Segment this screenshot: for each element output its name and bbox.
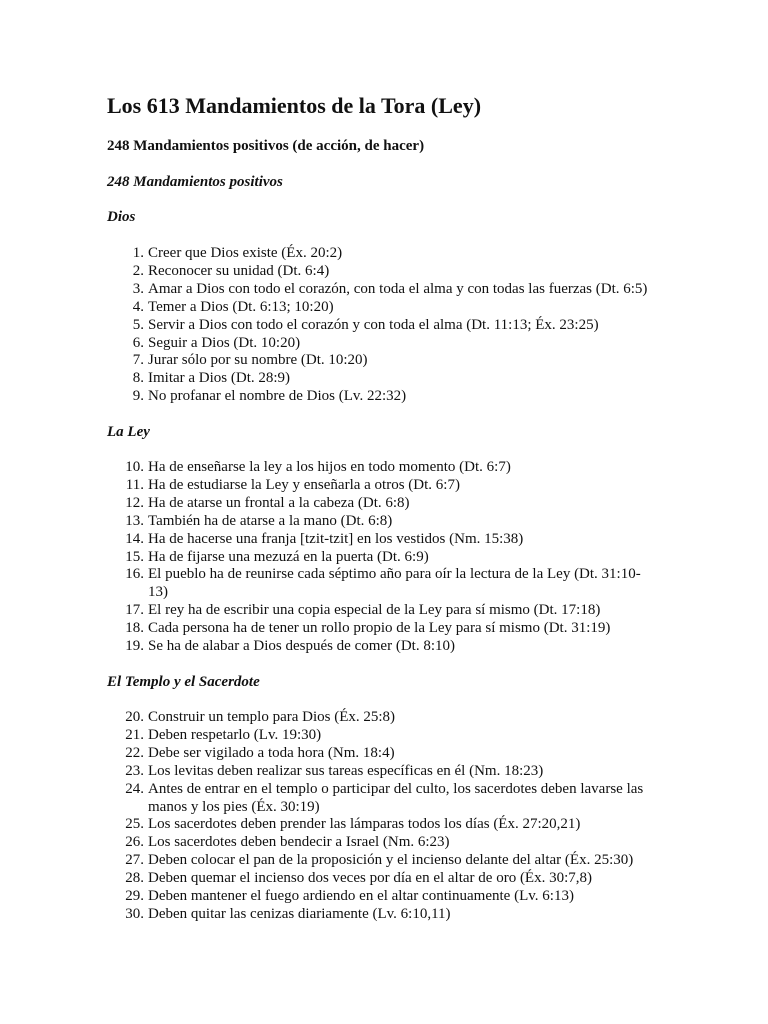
list-item-number: 13. [125, 512, 144, 529]
list-item [0, 513, 768, 531]
list-item-number: 27. [125, 852, 144, 869]
list-item-text: Deben respetarlo (Lv. 19:30) [148, 726, 322, 743]
list-item [0, 566, 768, 602]
list-item [0, 763, 768, 781]
list-item-text: Ha de hacerse una franja [tzit-tzit] en los vestidos (Nm. 15:38) [148, 530, 524, 547]
page-subtitle: 248 Mandamientos positivos (de acción, de hacer) [107, 138, 425, 154]
list-item-number: 16. [125, 566, 144, 583]
list-item-text: Reconocer su unidad (Dt. 6:4) [148, 262, 330, 279]
list-item-number: 22. [125, 744, 144, 761]
list-item [0, 549, 768, 567]
list-item-number: 15. [125, 548, 144, 565]
list-item-text: Seguir a Dios (Dt. 10:20) [148, 334, 301, 351]
list-item-number: 11. [125, 476, 144, 493]
list-item-number: 10. [125, 459, 144, 475]
list-item-number: 30. [125, 905, 144, 922]
list-item-number: 20. [125, 709, 144, 725]
list-item-number: 26. [125, 834, 144, 851]
group-heading-el-templo: El Templo y el Sacerdote [107, 674, 260, 690]
list-item [0, 620, 768, 638]
list-item-number: 23. [125, 762, 144, 779]
list-item-number: 19. [125, 638, 144, 655]
list-item-number: 1. [132, 245, 144, 261]
list-item-number: 14. [125, 530, 144, 547]
list-item-text: Debe ser vigilado a toda hora (Nm. 18:4) [148, 744, 395, 761]
list-item-text: Ha de enseñarse la ley a los hijos en todo momento (Dt. 6:7) [148, 459, 511, 475]
list-item [0, 281, 768, 299]
list-dios [0, 245, 768, 406]
list-item-text: Temer a Dios (Dt. 6:13; 10:20) [148, 298, 334, 315]
list-item-text: Los sacerdotes deben bendecir a Israel (Nm. 6:23) [148, 834, 450, 851]
list-item-text: Servir a Dios con todo el corazón y con toda el alma (Dt. 11:13; Éx. 23:25) [148, 316, 599, 333]
list-item-number: 21. [125, 726, 144, 743]
list-item [0, 852, 768, 870]
list-item-number: 28. [125, 870, 144, 887]
list-item [0, 263, 768, 281]
list-item-number: 17. [125, 602, 144, 619]
list-item [0, 335, 768, 353]
list-item-number: 5. [132, 316, 144, 333]
list-item [0, 531, 768, 549]
list-item-number: 6. [132, 334, 144, 351]
list-item-text: Los levitas deben realizar sus tareas específicas en él (Nm. 18:23) [148, 762, 544, 779]
list-item [0, 709, 768, 727]
list-item [0, 745, 768, 763]
list-item [0, 317, 768, 335]
list-item-text: El rey ha de escribir una copia especial de la Ley para sí mismo (Dt. 17:18) [148, 602, 601, 619]
list-item-text: Se ha de alabar a Dios después de comer (Dt. 8:10) [148, 638, 455, 655]
list-item-text: Creer que Dios existe (Éx. 20:2) [148, 245, 343, 261]
list-item [0, 602, 768, 620]
list-item-text: Imitar a Dios (Dt. 28:9) [148, 370, 291, 387]
list-item-text: Ha de atarse un frontal a la cabeza (Dt. 6:8) [148, 494, 410, 511]
list-item [0, 370, 768, 388]
group-heading-la-ley: La Ley [107, 424, 150, 440]
list-item-text: Los sacerdotes deben prender las lámparas todos los días (Éx. 27:20,21) [148, 816, 581, 833]
list-item-text: Jurar sólo por su nombre (Dt. 10:20) [148, 352, 368, 369]
list-item-number: 3. [132, 280, 144, 297]
list-item [0, 870, 768, 888]
list-item [0, 638, 768, 656]
list-la-ley [0, 459, 768, 656]
list-item [0, 299, 768, 317]
list-item [0, 906, 768, 924]
list-item-text: Antes de entrar en el templo o participar del culto, los sacerdotes deben lavarse las manos y los pies (Éx. 30:19) [148, 780, 644, 815]
list-item-number: 2. [132, 262, 144, 279]
list-item-number: 8. [132, 370, 144, 387]
list-item-text: No profanar el nombre de Dios (Lv. 22:32) [148, 388, 407, 405]
list-item-text: El pueblo ha de reunirse cada séptimo año para oír la lectura de la Ley (Dt. 31:10-13) [148, 566, 641, 601]
list-item [0, 352, 768, 370]
list-item [0, 816, 768, 834]
list-item [0, 781, 768, 817]
list-item [0, 834, 768, 852]
list-item-text: Amar a Dios con todo el corazón, con toda el alma y con todas las fuerzas (Dt. 6:5) [148, 280, 648, 297]
list-item-text: Ha de estudiarse la Ley y enseñarla a otros (Dt. 6:7) [148, 476, 460, 493]
list-el-templo [0, 709, 768, 924]
list-item-number: 25. [125, 816, 144, 833]
section-heading: 248 Mandamientos positivos [107, 174, 283, 190]
list-item [0, 388, 768, 406]
list-item-text: También ha de atarse a la mano (Dt. 6:8) [148, 512, 393, 529]
list-item-text: Construir un templo para Dios (Éx. 25:8) [148, 709, 396, 725]
group-heading-dios: Dios [107, 209, 136, 225]
list-item-number: 24. [125, 780, 144, 797]
list-item-number: 18. [125, 620, 144, 637]
list-item-text: Cada persona ha de tener un rollo propio de la Ley para sí mismo (Dt. 31:19) [148, 620, 611, 637]
list-item-text: Deben quemar el incienso dos veces por día en el altar de oro (Éx. 30:7,8) [148, 870, 593, 887]
list-item-number: 9. [132, 388, 144, 405]
list-item [0, 727, 768, 745]
list-item-number: 29. [125, 888, 144, 905]
list-item-number: 4. [132, 298, 144, 315]
page-title: Los 613 Mandamientos de la Tora (Ley) [107, 93, 482, 118]
list-item-number: 12. [125, 494, 144, 511]
list-item [0, 459, 768, 477]
list-item-text: Deben colocar el pan de la proposición y el incienso delante del altar (Éx. 25:30) [148, 852, 634, 869]
list-item-text: Ha de fijarse una mezuzá en la puerta (Dt. 6:9) [148, 548, 429, 565]
list-item [0, 245, 768, 263]
list-item [0, 477, 768, 495]
list-item-text: Deben quitar las cenizas diariamente (Lv. 6:10,11) [148, 905, 451, 922]
list-item-text: Deben mantener el fuego ardiendo en el altar continuamente (Lv. 6:13) [148, 888, 574, 905]
list-item [0, 888, 768, 906]
list-item-number: 7. [132, 352, 144, 369]
list-item [0, 495, 768, 513]
